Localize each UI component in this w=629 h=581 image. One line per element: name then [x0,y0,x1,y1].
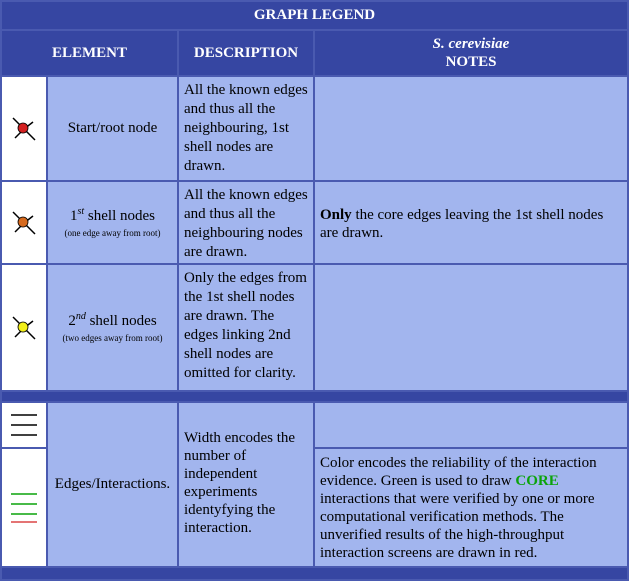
first-shell-sup: st [77,205,85,217]
header-description: DESCRIPTION [179,31,313,75]
first-shell-suffix: shell nodes [87,207,155,224]
second-shell-sublabel: (two edges away from root) [62,332,163,343]
edges-label: Edges/Interactions. [48,403,177,566]
edges-notes-core: CORE [515,473,559,489]
first-shell-icon-cell [2,182,46,263]
edge-width-icon [10,412,38,438]
root-node-notes [315,77,627,180]
root-node-icon [11,116,37,142]
edges-description: Width encodes the number of independent experiments identyfying the interaction. [179,403,313,566]
footer-strip [2,568,627,579]
edges-notes [315,449,627,566]
first-shell-description: All the known edges and thus all the neighbouring nodes are drawn. [179,182,313,263]
first-shell-notes-text: the core edges leaving the 1st shell nodes are drawn. [320,207,604,241]
header-notes-species: S. cerevisiae [432,36,510,52]
first-shell-sublabel: (one edge away from root) [64,227,161,238]
second-shell-icon-cell [2,265,46,390]
first-shell-node-icon [11,210,37,236]
second-shell-node-icon [11,315,37,341]
section-separator [2,392,627,401]
edge-width-icon-cell [2,403,46,447]
second-shell-notes [315,265,627,390]
first-shell-label: 1st shell nodes (one edge away from root) [48,182,177,263]
edge-color-icon [10,491,38,525]
second-shell-sup: nd [75,310,86,322]
edges-notes-pre: Color encodes the reliability of the interaction evidence. Green is used to draw [320,455,597,489]
header-element: ELEMENT [2,31,177,75]
first-shell-notes [315,182,627,263]
root-node-label: Start/root node [48,77,177,180]
edge-color-icon-cell [2,449,46,566]
second-shell-description: Only the edges from the 1st shell nodes are drawn. The edges linking 2nd shell nodes are omitted for clarity. [179,265,313,390]
root-node-description: All the known edges and thus all the neighbouring, 1st shell nodes are drawn. [179,77,313,180]
header-notes [315,31,627,75]
edges-notes-empty [315,403,627,447]
legend-title: GRAPH LEGEND [2,2,627,29]
first-shell-notes-bold: Only [320,207,352,223]
second-shell-label: 2nd shell nodes (two edges away from root) [48,265,177,390]
second-shell-suffix: shell nodes [89,312,157,329]
edges-notes-post: interactions that were verified by one or more computational verification methods. The unverified results of the high-throughput interaction screens are drawn in red. [320,491,595,561]
header-notes-label: NOTES [445,54,497,70]
root-node-icon-cell [2,77,46,180]
